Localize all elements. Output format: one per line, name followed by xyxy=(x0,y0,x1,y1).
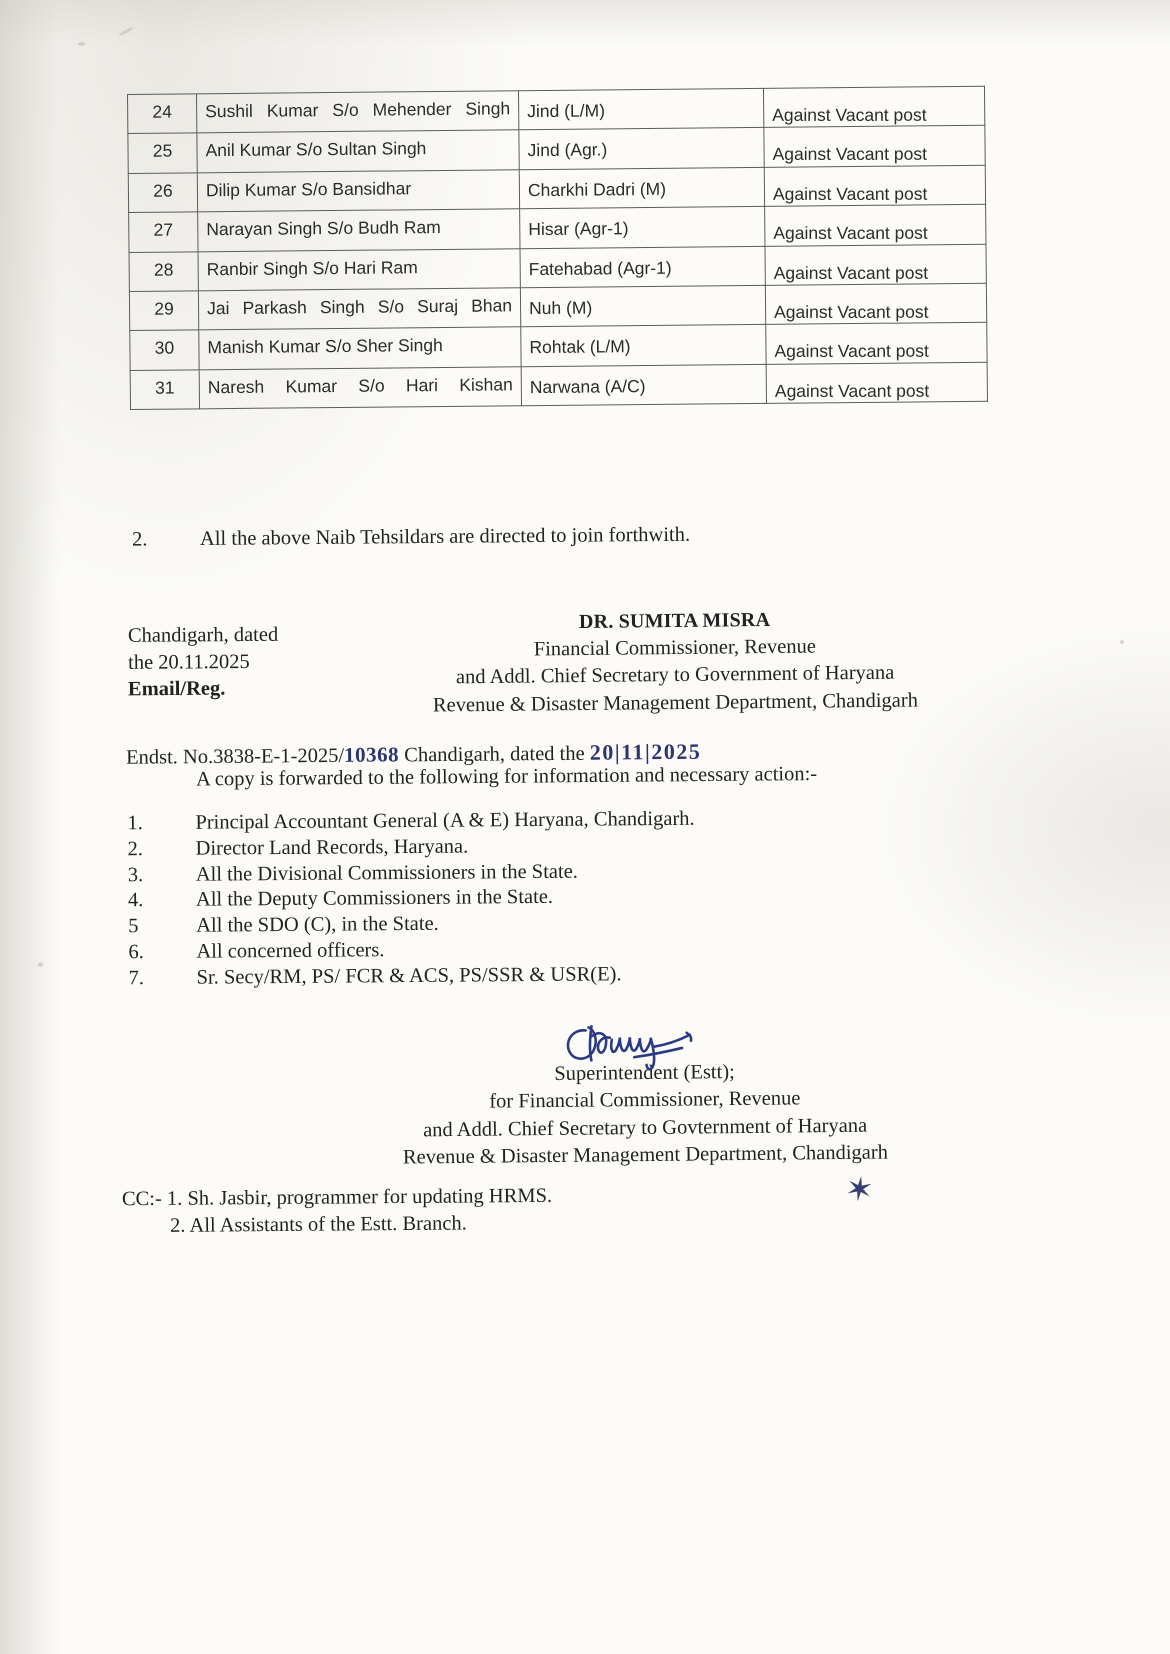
list-item-label: All the Divisional Commissioners in the State. xyxy=(195,860,578,886)
list-item-label: Principal Accountant General (A & E) Haryana, Chandigarh. xyxy=(195,807,695,834)
row-posting-text: Jind (Agr.) xyxy=(527,139,608,161)
row-remark xyxy=(764,126,985,168)
handwritten-signature xyxy=(555,1013,727,1077)
row-posting xyxy=(519,167,764,209)
row-remark xyxy=(765,204,986,246)
row-name: Naresh Kumar S/o Hari Kishan xyxy=(199,366,521,408)
signee-block xyxy=(354,605,995,721)
countersign-for-line-1: for Financial Commissioner, Revenue xyxy=(489,1087,801,1114)
row-posting-text: Nuh (M) xyxy=(528,297,593,319)
list-item-label: All the SDO (C), in the State. xyxy=(196,913,439,937)
signee-designation-2: and Addl. Chief Secretary to Government of Haryana xyxy=(455,661,895,689)
endorsement-middle: Chandigarh, dated the xyxy=(398,742,590,767)
row-remark-text: Against Vacant post xyxy=(774,301,929,322)
recipient-list xyxy=(127,805,948,992)
table-row xyxy=(130,362,987,410)
row-remark-text: Against Vacant post xyxy=(773,262,929,283)
countersign-for-line-2: and Addl. Chief Secretary to Govternment of Haryana xyxy=(423,1114,868,1142)
row-name: Dilip Kumar S/o Bansidhar xyxy=(197,170,519,212)
asterisk-mark-icon: ✶ xyxy=(842,1170,876,1211)
cc-line-1: CC:- 1. Sh. Jasbir, programmer for updating HRMS. xyxy=(121,1184,553,1211)
row-remark-text: Against Vacant post xyxy=(772,144,927,165)
countersign-department: Revenue & Disaster Management Department, Chandigarh xyxy=(402,1141,889,1169)
issue-date-line: the 20.11.2025 xyxy=(128,651,250,674)
posting-table-container xyxy=(127,86,988,410)
row-posting xyxy=(521,364,766,406)
row-posting-text: Narwana (A/C) xyxy=(529,375,646,397)
list-item-number: 7. xyxy=(128,967,145,990)
row-name: Sushil Kumar S/o Mehender Singh xyxy=(197,91,519,133)
row-posting xyxy=(521,325,766,367)
row-remark-text: Against Vacant post xyxy=(772,104,927,125)
endorsement-handwritten-number: 10368 xyxy=(343,742,400,767)
row-serial: 27 xyxy=(129,212,198,252)
row-serial: 24 xyxy=(128,94,197,134)
email-reg-label: Email/Reg. xyxy=(127,677,226,701)
row-serial: 25 xyxy=(128,133,197,173)
row-posting xyxy=(519,128,764,170)
list-item-number: 6. xyxy=(128,941,144,964)
row-posting xyxy=(520,207,765,249)
cc-block xyxy=(122,1180,942,1240)
list-item-label: Sr. Secy/RM, PS/ FCR & ACS, PS/SSR & USR(E). xyxy=(196,963,622,989)
row-posting-text: Rohtak (L/M) xyxy=(529,336,631,358)
row-posting-text: Charkhi Dadri (M) xyxy=(527,178,667,200)
clause-2 xyxy=(132,521,952,551)
row-posting xyxy=(518,88,763,130)
signee-designation-1: Financial Commissioner, Revenue xyxy=(533,635,817,661)
row-serial: 30 xyxy=(130,330,199,370)
row-name: Ranbir Singh S/o Hari Ram xyxy=(198,248,520,290)
list-item-label: All concerned officers. xyxy=(196,939,385,963)
row-name: Jai Parkash Singh S/o Suraj Bhan xyxy=(198,288,520,330)
list-item-number: 5 xyxy=(128,915,139,938)
row-serial: 29 xyxy=(129,291,198,331)
row-serial: 31 xyxy=(130,370,199,410)
row-remark-text: Against Vacant post xyxy=(774,380,930,401)
posting-table-body xyxy=(128,86,988,409)
row-remark xyxy=(764,165,985,207)
row-name: Manish Kumar S/o Sher Singh xyxy=(199,327,521,369)
row-remark-text: Against Vacant post xyxy=(773,222,928,244)
countersign-designation: Superintendent (Estt); xyxy=(554,1061,735,1085)
list-item-number: 1. xyxy=(127,812,143,835)
row-remark xyxy=(765,244,986,286)
row-serial: 28 xyxy=(129,251,198,291)
clause-2-number: 2. xyxy=(131,528,148,551)
list-item-number: 2. xyxy=(127,837,144,861)
copy-forwarded-line: A copy is forwarded to the following for information and necessary action:- xyxy=(195,763,818,791)
row-name: Narayan Singh S/o Budh Ram xyxy=(198,209,520,251)
row-posting xyxy=(520,246,765,288)
row-remark xyxy=(766,323,987,365)
row-posting-text: Fatehabad (Agr-1) xyxy=(528,257,672,279)
endorsement-prefix: Endst. No.3838-E-1-2025/ xyxy=(125,744,345,769)
issue-date-block xyxy=(128,621,368,677)
signee-department: Revenue & Disaster Management Department, Chandigarh xyxy=(432,689,919,717)
row-serial: 26 xyxy=(128,173,197,213)
row-posting xyxy=(520,285,765,327)
signee-name: DR. SUMITA MISRA xyxy=(578,609,771,634)
row-remark xyxy=(763,86,984,128)
list-item xyxy=(129,960,949,992)
row-remark-text: Against Vacant post xyxy=(772,183,928,204)
row-posting-text: Jind (L/M) xyxy=(527,100,606,122)
issue-place-line: Chandigarh, dated xyxy=(127,623,279,647)
list-item-number: 3. xyxy=(127,863,144,886)
row-remark-text: Against Vacant post xyxy=(774,341,929,362)
list-item-label: Director Land Records, Haryana. xyxy=(195,835,469,860)
cc-line-2: 2. All Assistants of the Estt. Branch. xyxy=(170,1212,467,1237)
row-name: Anil Kumar S/o Sultan Singh xyxy=(197,130,519,172)
list-item-number: 4. xyxy=(127,889,144,912)
row-posting-text: Hisar (Agr-1) xyxy=(528,218,629,240)
clause-2-text: All the above Naib Tehsildars are directed to join forthwith. xyxy=(199,523,691,550)
posting-table xyxy=(127,86,988,410)
endorsement-handwritten-date: 20|11|2025 xyxy=(589,738,702,765)
row-remark xyxy=(766,362,987,404)
list-item-label: All the Deputy Commissioners in the State. xyxy=(195,886,554,912)
row-remark xyxy=(765,283,986,325)
